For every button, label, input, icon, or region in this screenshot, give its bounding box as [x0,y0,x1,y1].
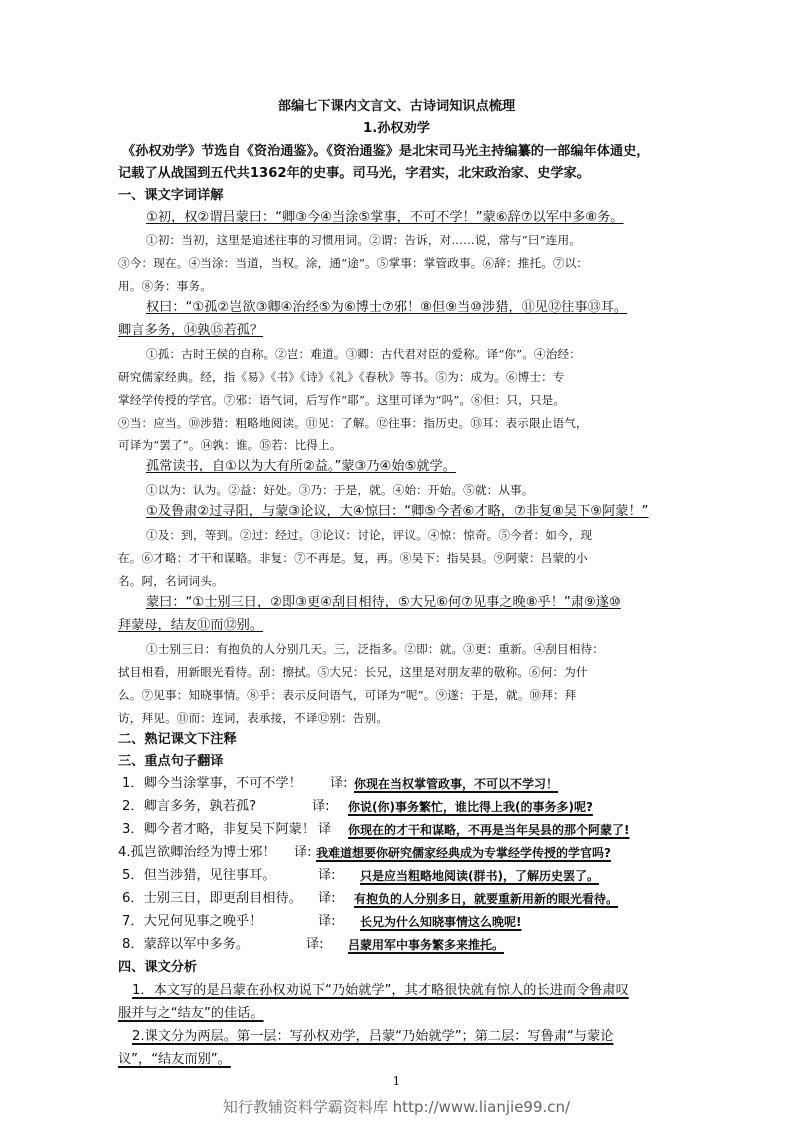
translation-question: 1．卿今当涂掌事，不可不学！ [122,776,302,791]
translation-row [122,796,682,818]
passage-5-line-2: 拜蒙母，结友⑪而⑫别。 [118,618,264,633]
lesson-title: 1.孙权劝学 [363,121,430,136]
intro-line-1: 《孙权劝学》节选自《资治通鉴》。《资治通鉴》是北宋司马光主持编纂的一部编年体通史， [122,144,650,159]
translation-answer: 你说(你)事务繁忙，谁比得上我(的事务多)呢? [348,800,593,814]
note-2-line-5: 可译为“罢了”。⑭孰：谁。⑮若：比得上。 [118,438,342,452]
translation-label: 译: [306,937,324,952]
translation-question: 4.孤岂欲卿治经为博士邪！ [118,845,276,860]
analysis-2-line-1: 2.课文分为两层。第一层：写孙权劝学，吕蒙“乃始就学”；第二层：写鲁肃“与蒙论 [132,1029,614,1044]
translation-answer: 吕蒙用军中事务繁多来推托。 [348,938,505,952]
translation-question: 7．大兄何见事之晚乎！ [122,914,263,929]
translation-question: 3．卿今者才略，非复吴下阿蒙！ [122,822,316,837]
translation-answer: 我难道想要你研究儒家经典成为专掌经学传授的学官吗? [316,846,611,860]
note-5-line-3: 么。⑦见事：知晓事情。⑧乎：表示反问语气，可译为“呢”。⑨遂：于是，就。⑩拜：拜 [118,688,577,702]
translation-question: 2．卿言多务，孰若孤? [122,799,257,814]
page-number: 1 [392,1074,401,1088]
note-3: ①以为：认为。②益：好处。③乃：于是，就。④始：开始。⑤就：从事。 [146,483,534,497]
passage-1: ①初，权②谓吕蒙曰：“卿③今④当涂⑤掌事，不可不学！”蒙⑥辞⑦以军中多⑧务。 [146,210,624,225]
translation-label: 译: [330,776,348,791]
section-heading-1: 一、课文字词详解 [118,188,224,203]
passage-3: 孤常读书，自①以为大有所②益。”蒙③乃④始⑤就学。 [146,459,456,474]
section-heading-4: 四、课文分析 [118,960,198,975]
note-4-line-3: 名。阿，名词词头。 [118,574,224,588]
note-5-line-2: 拭目相看，用新眼光看待。刮：擦拭。⑤大兄：长兄，这里是对朋友辈的敬称。⑥何：为什 [118,665,588,679]
note-4-line-2: 在。⑥才略：才干和谋略。非复：⑦不再是。复，再。⑧吴下：指吴县。⑨阿蒙：吕蒙的小 [118,551,588,565]
translation-question: 8．蒙辞以军中多务。 [122,937,250,952]
note-2-line-4: ⑨当：应当。⑩涉猎：粗略地阅读。⑪见：了解。⑫往事：指历史。⑬耳：表示限止语气， [118,416,588,430]
note-4-line-1: ①及：到，等到。②过：经过。③论议：讨论，评议。④惊：惊奇。⑤今者：如今，现 [146,528,593,542]
translation-row [122,819,682,841]
note-2-line-2: 研究儒家经典。经，指《易》《书》《诗》《礼》《春秋》等书。⑤为：成为。⑥博士：专 [118,370,565,384]
translation-row [122,773,682,795]
note-5-line-4: 访，拜见。⑪而：连词，表承接，不译⑫别：告别。 [118,711,389,725]
analysis-2-line-2: 议”，“结友而别”。 [118,1052,231,1067]
translation-label: 译: [312,799,330,814]
translation-label: 译: [294,845,312,860]
translation-answer: 只是应当粗略地阅读(群书)，了解历史罢了。 [360,869,599,883]
note-1-line-2: ③今：现在。④当涂：当道，当权。涂，通“途”。⑤掌事：掌管政事。⑥辞：推托。⑦以： [118,256,589,270]
translation-question: 5．但当涉猎，见往事耳。 [122,868,276,883]
passage-2-line-2: 卿言多务，⑭孰⑮若孤？ [118,323,264,338]
note-5-line-1: ①士别三日：有抱负的人分别几天。三，泛指多。②即：就。③更：重新。④刮目相待： [146,642,605,656]
translation-label: 译 [318,822,332,837]
translation-row [122,865,682,887]
note-2-line-1: ①孤：古时王侯的自称。②岂：难道。③卿：古代君对臣的爱称。译“你”。④治经： [146,347,581,361]
passage-2-line-1: 权曰：“①孤②岂欲③卿④治经⑤为⑥博士⑦邪！⑧但⑨当⑩涉猎，⑪见⑫往事⑬耳。 [146,300,628,315]
section-heading-3: 三、重点句子翻译 [118,754,224,769]
note-1-line-1: ①初：当初，这里是追述往事的习惯用词。②谓：告诉，对……说，常与“曰”连用。 [146,233,581,247]
footer-watermark: 知行教辅资料学霸资料库 http://www.lianjie99.cn/ [222,1098,571,1116]
note-2-line-3: 掌经学传授的学官。⑦邪：语气词，后写作“耶”。这里可译为“吗”。⑧但：只，只是。 [118,393,566,407]
translation-row [122,911,682,933]
translation-answer: 你现在的才干和谋略，不再是当年吴县的那个阿蒙了! [348,823,630,837]
passage-4: ①及鲁肃②过寻阳，与蒙③论议，大④惊曰：“卿⑤今者⑥才略，⑦非复⑧吴下⑨阿蒙！” [146,504,649,519]
translation-row [122,934,682,956]
passage-5-line-1: 蒙曰：“①士别三日，②即③更④刮目相待，⑤大兄⑥何⑦见事之晚⑧乎！”肃⑨遂⑩ [146,595,621,610]
note-1-line-3: 用。⑧务：事务。 [118,279,212,293]
translation-answer: 长兄为什么知晓事情这么晚呢! [360,915,522,929]
translation-label: 译: [318,868,336,883]
translation-label: 译: [318,914,336,929]
translation-question: 6．士别三日，即更刮目相待。 [122,891,302,906]
translation-answer: 有抱负的人分别多日，就要重新用新的眼光看待。 [354,892,619,906]
intro-line-2: 记载了从战国到五代共1362年的史事。司马光，字君实，北宋政治家、史学家。 [118,166,590,181]
translation-row [118,842,680,864]
analysis-1-line-1: 1．本文写的是吕蒙在孙权劝说下“乃始就学”，其才略很快就有惊人的长进而令鲁肃叹 [132,983,629,998]
translation-answer: 你现在当权掌管政事，不可以不学习！ [354,777,559,791]
translation-label: 译: [318,891,336,906]
document-title: 部编七下课内文言文、古诗词知识点梳理 [277,99,516,114]
translation-row [122,888,682,910]
analysis-1-line-2: 服并与之“结友”的佳话。 [118,1006,264,1021]
section-heading-2: 二、熟记课文下注释 [118,732,237,747]
